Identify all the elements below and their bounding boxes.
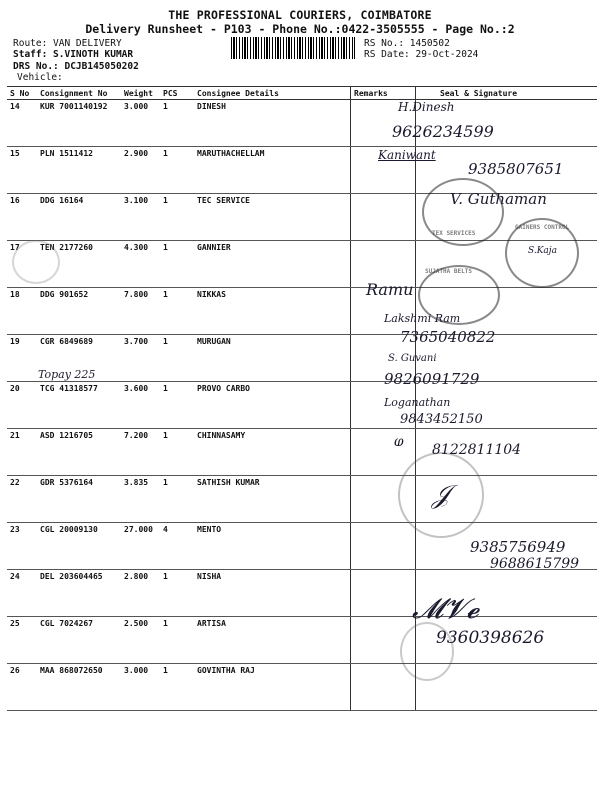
row-weight: 7.800: [121, 288, 160, 335]
row-pcs: 1: [160, 476, 194, 523]
seal-text-gainers: GAINERS CONTROL: [515, 224, 570, 231]
row-pcs: 1: [160, 335, 194, 382]
row-pcs: 1: [160, 100, 194, 147]
col-consignment: Consignment No: [37, 87, 121, 100]
row-consignee: CHINNASAMY: [194, 429, 351, 476]
row-remarks: [351, 523, 416, 570]
row-consignment: GDR 5376164: [37, 476, 121, 523]
row-consignment: KUR 7001140192: [37, 100, 121, 147]
row-consignment: DDG 16164: [37, 194, 121, 241]
row-weight: 27.000: [121, 523, 160, 570]
row-weight: 2.900: [121, 147, 160, 194]
row-consignee: PROVO CARBO: [194, 382, 351, 429]
col-remarks: Remarks: [351, 87, 416, 100]
row-weight: 3.000: [121, 100, 160, 147]
col-consignee: Consignee Details: [194, 87, 351, 100]
row-consignment: TCG 41318577: [37, 382, 121, 429]
route-label: Route: VAN DELIVERY: [13, 38, 122, 49]
row-consignee: MURUGAN: [194, 335, 351, 382]
signature-r23: 𝒥: [432, 480, 450, 510]
row-consignment: TEN 2177260: [37, 241, 121, 288]
signature-r18: Ramu: [366, 280, 414, 299]
row-consignment: ASD 1216705: [37, 429, 121, 476]
row-remarks: [351, 194, 416, 241]
table-row: [7, 664, 597, 711]
row-sno: 23: [7, 523, 37, 570]
table-row: [7, 382, 597, 429]
table-row: [7, 335, 597, 382]
rs-number: RS No.: 1450502: [364, 38, 450, 49]
row-sno: 21: [7, 429, 37, 476]
col-signature: Seal & Signature: [416, 87, 598, 100]
row-consignee: TEC SERVICE: [194, 194, 351, 241]
row-pcs: 1: [160, 288, 194, 335]
row-sno: 14: [7, 100, 37, 147]
runsheet-subtitle: Delivery Runsheet - P103 - Phone No.:0422-3505555 - Page No.:2: [85, 22, 515, 36]
signature-r22: ⱷ: [394, 434, 404, 450]
rs-date: RS Date: 29-Oct-2024: [364, 49, 479, 60]
row-pcs: 1: [160, 194, 194, 241]
faded-seal-left: [12, 240, 60, 284]
row-pcs: 1: [160, 241, 194, 288]
signature-r21: Loganathan: [384, 396, 451, 409]
topay-note: Topay 225: [38, 368, 96, 381]
vehicle-label: Vehicle:: [17, 72, 63, 83]
staff-label: Staff: S.VINOTH KUMAR: [13, 49, 134, 60]
row-sno: 25: [7, 617, 37, 664]
row-sno: 20: [7, 382, 37, 429]
row-weight: 2.800: [121, 570, 160, 617]
row-consignee: DINESH: [194, 100, 351, 147]
table-row: [7, 476, 597, 523]
row-pcs: 4: [160, 523, 194, 570]
row-pcs: 1: [160, 429, 194, 476]
row-weight: 3.700: [121, 335, 160, 382]
table-header-row: [7, 87, 597, 100]
row-consignee: GOVINTHA RAJ: [194, 664, 351, 711]
signature-r19: Lakshmi Ram: [384, 312, 461, 325]
table-row: [7, 288, 597, 335]
table-row: [7, 100, 597, 147]
barcode: [231, 37, 355, 59]
row-consignee: GANNIER: [194, 241, 351, 288]
signature-r26: 𝓜𝓥𝓮: [412, 592, 480, 625]
phone-r22: 8122811104: [432, 442, 522, 458]
row-sno: 22: [7, 476, 37, 523]
row-weight: 4.300: [121, 241, 160, 288]
row-consignment: PLN 1511412: [37, 147, 121, 194]
signature-r17: S.Kaja: [528, 246, 557, 256]
row-weight: 3.000: [121, 664, 160, 711]
phone-r26: 9360398626: [436, 628, 545, 648]
row-pcs: 1: [160, 664, 194, 711]
drs-number: DRS No.: DCJB145050202: [13, 61, 139, 72]
row-weight: 2.500: [121, 617, 160, 664]
row-sno: 18: [7, 288, 37, 335]
row-consignment: DEL 203604465: [37, 570, 121, 617]
row-pcs: 1: [160, 382, 194, 429]
phone-r25: 9688615799: [490, 556, 580, 572]
runsheet-table: [7, 86, 597, 711]
row-pcs: 1: [160, 617, 194, 664]
row-sno: 19: [7, 335, 37, 382]
page-title: THE PROFESSIONAL COURIERS, COIMBATORE: [168, 8, 432, 22]
row-pcs: 1: [160, 570, 194, 617]
table-row: [7, 570, 597, 617]
row-sno: 24: [7, 570, 37, 617]
row-weight: 7.200: [121, 429, 160, 476]
row-consignee: MENTO: [194, 523, 351, 570]
phone-r14: 9626234599: [392, 122, 494, 141]
signature-r14: H.Dinesh: [398, 100, 455, 114]
row-sno: 26: [7, 664, 37, 711]
row-consignment: CGL 7024267: [37, 617, 121, 664]
row-weight: 3.835: [121, 476, 160, 523]
row-consignee: MARUTHACHELLAM: [194, 147, 351, 194]
row-consignment: CGR 6849689: [37, 335, 121, 382]
signature-r20: S. Guvani: [388, 353, 437, 364]
phone-r19: 7365040822: [400, 328, 496, 346]
row-consignment: CGL 20009130: [37, 523, 121, 570]
row-weight: 3.600: [121, 382, 160, 429]
seal-text-tex: TEX SERVICES: [432, 230, 476, 237]
row-sno: 16: [7, 194, 37, 241]
phone-r15: 9385807651: [468, 160, 564, 178]
row-consignee: NIKKAS: [194, 288, 351, 335]
row-weight: 3.100: [121, 194, 160, 241]
row-pcs: 1: [160, 147, 194, 194]
phone-r21: 9843452150: [400, 412, 483, 427]
row-consignee: SATHISH KUMAR: [194, 476, 351, 523]
col-weight: Weight: [121, 87, 160, 100]
row-consignment: DDG 901652: [37, 288, 121, 335]
row-consignee: ARTISA: [194, 617, 351, 664]
phone-r20: 9826091729: [384, 370, 480, 388]
seal-text-sujatha: SUJATHA BELTS: [425, 268, 472, 275]
signature-r16: V. Guthaman: [450, 190, 547, 208]
signature-r15: Kaniwant: [378, 148, 436, 162]
col-pcs: PCS: [160, 87, 194, 100]
row-sno: 15: [7, 147, 37, 194]
row-consignee: NISHA: [194, 570, 351, 617]
col-sno: S No: [7, 87, 37, 100]
row-sno: 17: [7, 241, 37, 288]
phone-r24: 9385756949: [470, 538, 566, 556]
row-consignment: MAA 868072650: [37, 664, 121, 711]
row-remarks: [351, 570, 416, 617]
